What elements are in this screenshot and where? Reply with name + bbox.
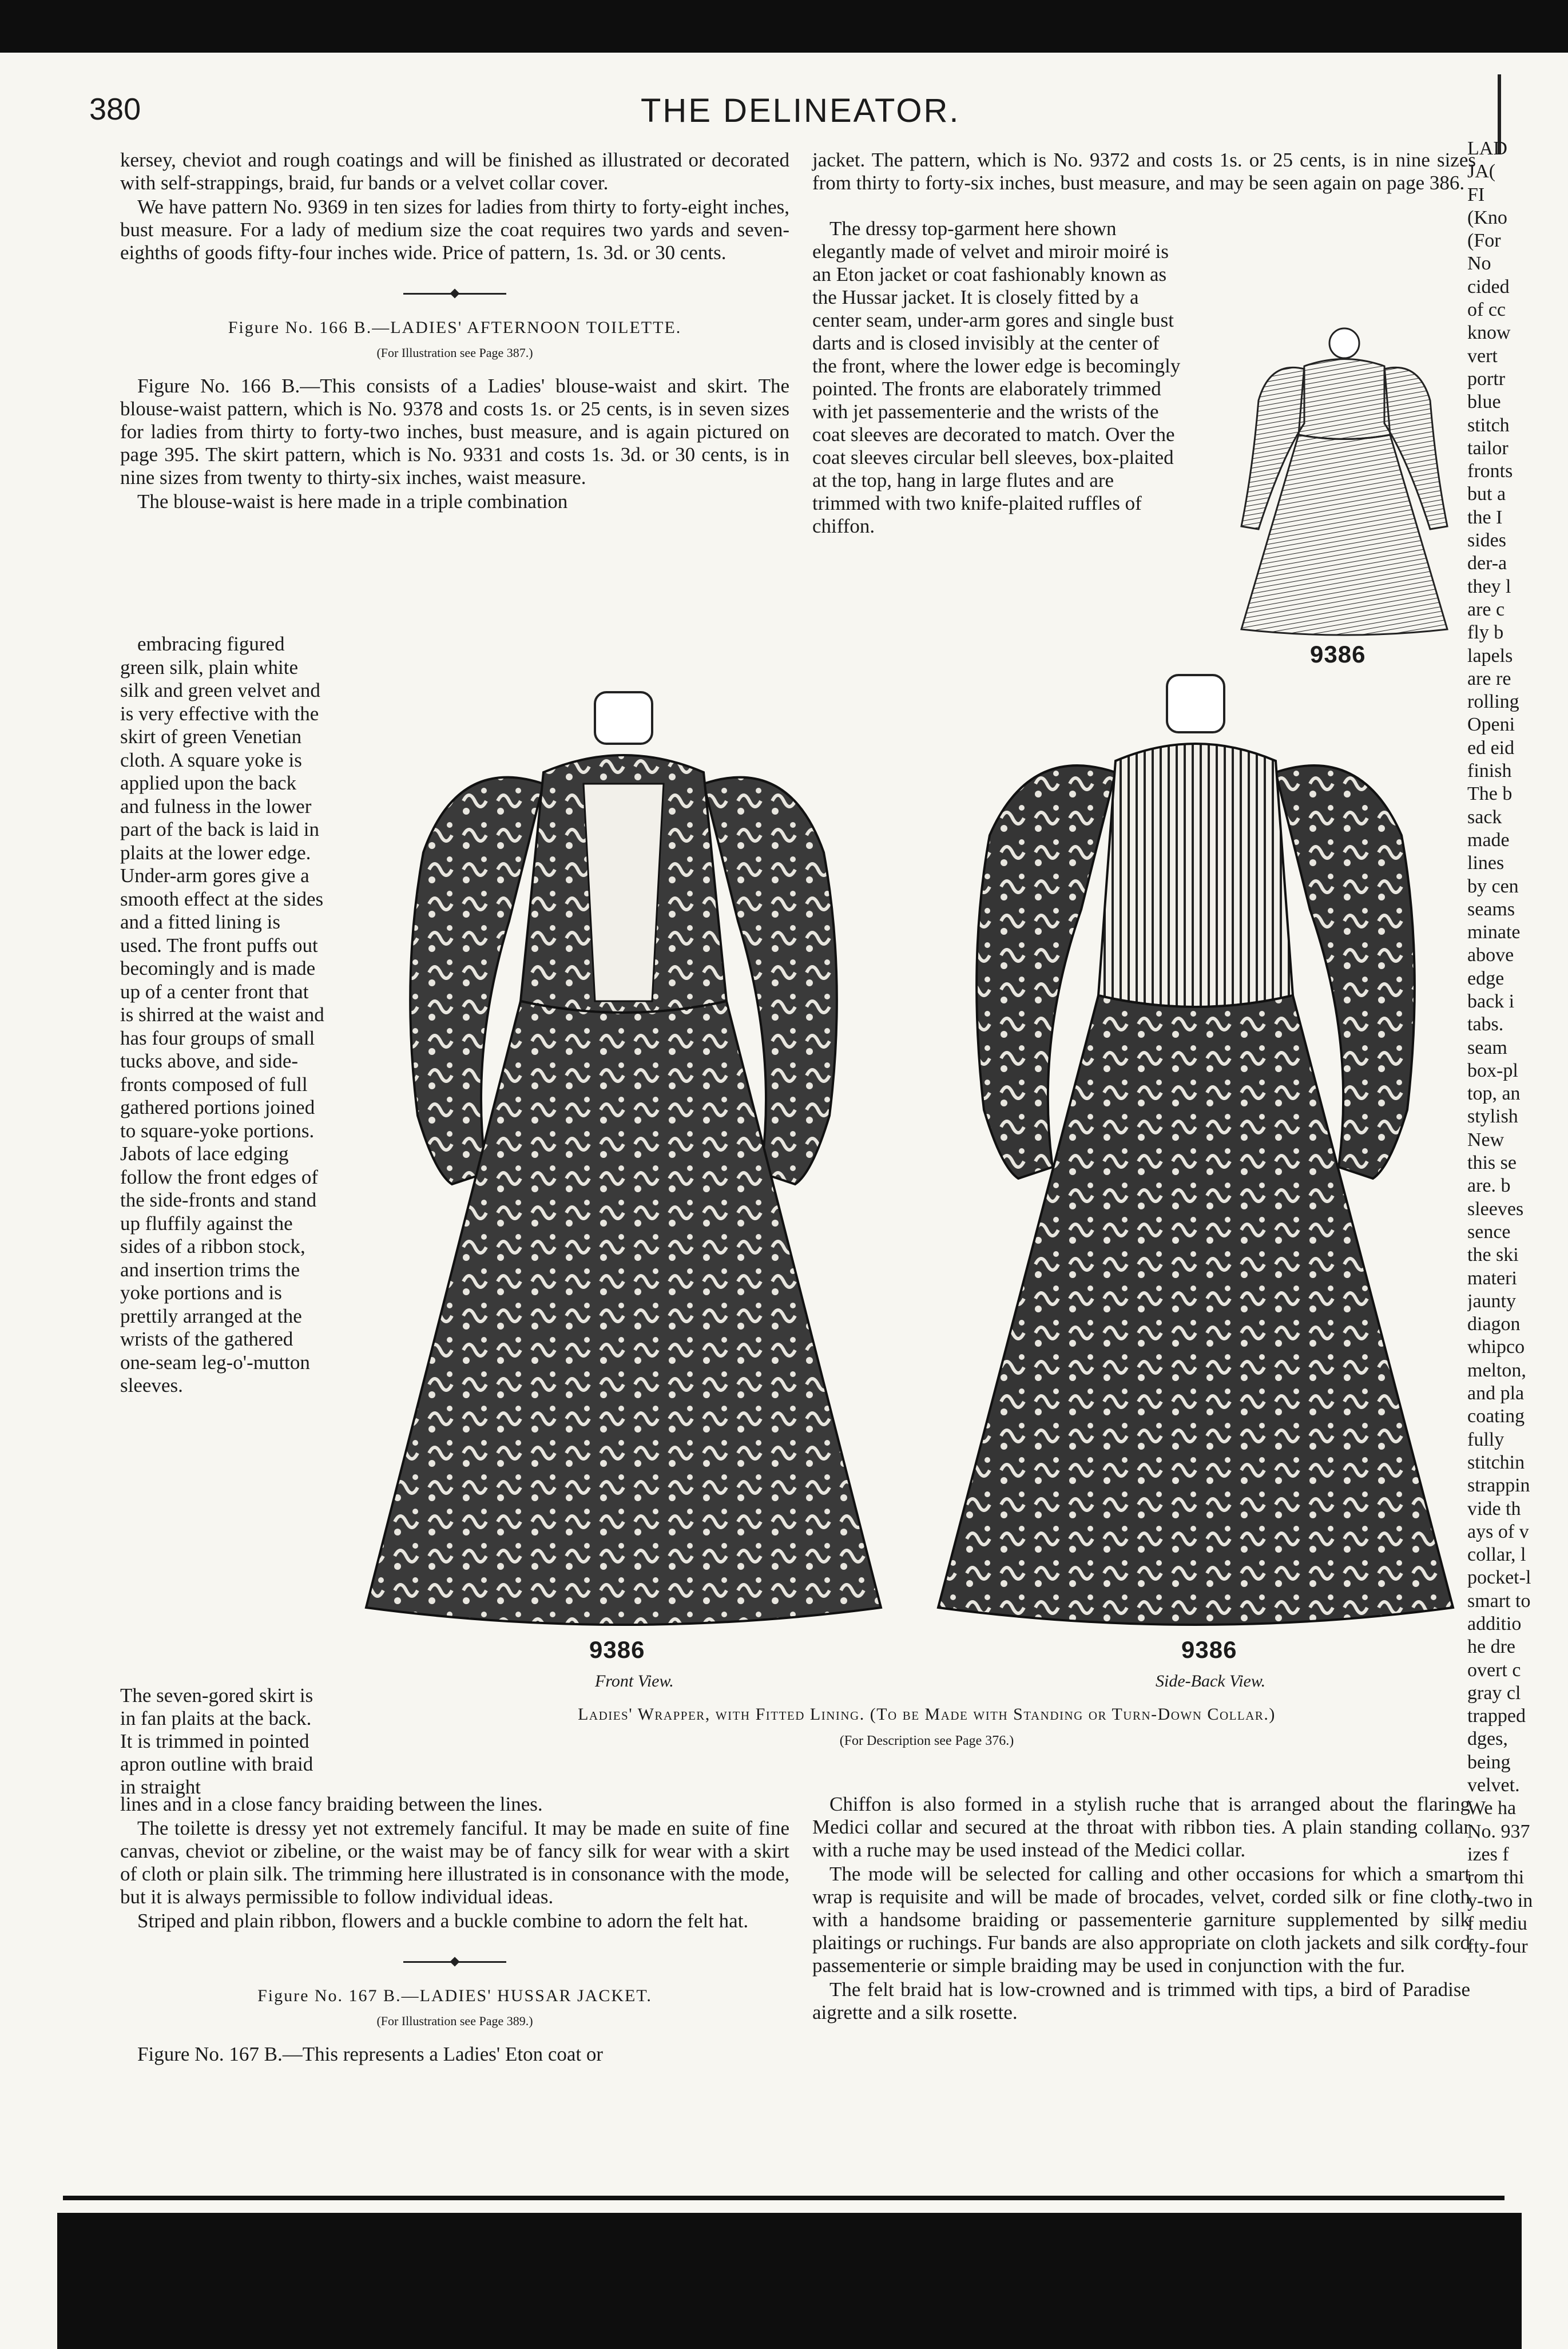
edge-fragment: fronts <box>1467 461 1513 482</box>
edge-fragment: he dre <box>1467 1636 1516 1658</box>
edge-fragment: made <box>1467 829 1510 851</box>
edge-fragment: lapels <box>1467 645 1513 666</box>
edge-fragment: dges, <box>1467 1728 1508 1750</box>
edge-fragment: JA( <box>1467 161 1496 182</box>
paragraph: The dressy top-garment here shown elegantly made of velvet and miroir moiré is an Eton jacket or coat fashionably known as the Hussar jacket. It is closely fitted by a center seam, under-arm gores and single bust darts and is closed invisibly at the center of the front, where the lower edge is becomingly pointed. The fronts are elaborately trimmed with jet passementerie and the wrists of the coat sleeves are decorated to match. Over the coat sleeves circular bell sleeves, box-plaited at the top, hang in large flutes and are trimmed with two knife-plaited ruffles of chiffon. <box>812 217 1181 537</box>
edge-fragment: whipco <box>1467 1336 1525 1358</box>
edge-fragment: velvet. <box>1467 1775 1520 1796</box>
top-scan-border <box>0 0 1568 53</box>
side-back-view-illustration <box>927 664 1464 1630</box>
paragraph: The toilette is dressy yet not extremely fanciful. It may be made en suite of fine canvas, cheviot or zibeline, or the waist may be of fancy silk for wear with a skirt of cloth or plain silk. The trimming here illustrated is in consonance with the mode, but it is always permissible to follow individual ideas. <box>120 1817 789 1908</box>
edge-fragment: izes f <box>1467 1843 1509 1865</box>
edge-fragment: additio <box>1467 1613 1522 1634</box>
running-head: THE DELINEATOR. <box>641 92 960 129</box>
edge-fragment: (Kno <box>1467 207 1507 228</box>
edge-fragment: fty-four <box>1467 1936 1528 1958</box>
edge-fragment: top, an <box>1467 1083 1521 1105</box>
edge-fragment: fully <box>1467 1429 1505 1450</box>
figure-167-heading: Figure No. 167 B.—LADIES' HUSSAR JACKET. <box>257 1986 652 2005</box>
edge-fragment: strappin <box>1467 1475 1530 1497</box>
edge-fragment: of cc <box>1467 299 1506 321</box>
left-column-top <box>120 149 789 514</box>
edge-fragment: No <box>1467 253 1491 275</box>
paragraph: The mode will be selected for calling and other occasions for which a smart wrap is requisite and will be made of brocades, velvet, corded silk or fine cloth with a handsome braiding or passementerie garniture supplemented by silk plaitings or ruchings. Fur bands are also appropriate on cloth jackets and silk cord passementerie or simple braiding may be used in conjunction with the fur. <box>812 1863 1470 1977</box>
edge-fragment: ed eid <box>1467 737 1515 759</box>
small-figure-number: 9386 <box>1310 641 1366 668</box>
edge-fragment: being <box>1467 1751 1511 1773</box>
edge-fragment: The b <box>1467 783 1513 805</box>
left-narrow-column-bottom <box>120 1684 326 1799</box>
illustration-caption: Ladies' Wrapper, with Fitted Lining. (To be Made with Standing or Turn-Down Collar.) <box>578 1705 1276 1724</box>
paragraph: Chiffon is also formed in a stylish ruche that is arranged about the flaring Medici collar and secured at the throat with ribbon ties. A plain standing collar with a ruche may be used instead of the Medici collar. <box>812 1793 1470 1861</box>
edge-fragment: coating <box>1467 1406 1525 1427</box>
edge-fragment: vide th <box>1467 1498 1521 1519</box>
edge-fragment: finish <box>1467 760 1512 782</box>
left-column-bottom <box>120 1793 789 2067</box>
edge-fragment: are c <box>1467 598 1505 620</box>
bottom-scan-border <box>57 2213 1522 2349</box>
paragraph: jacket. The pattern, which is No. 9372 and costs 1s. or 25 cents, is in nine sizes from thirty to forty-six inches, bust measure, and may be seen again on page 386. <box>812 149 1476 194</box>
edge-fragment: they l <box>1467 576 1511 597</box>
right-column-top <box>812 149 1476 196</box>
page-number: 380 <box>89 92 141 126</box>
edge-fragment: y-two in <box>1467 1890 1533 1911</box>
edge-fragment: overt c <box>1467 1659 1521 1681</box>
illustration-caption-reference: (For Description see Page 376.) <box>839 1733 1014 1748</box>
edge-fragment: tabs. <box>1467 1014 1504 1035</box>
edge-fragment: seam <box>1467 1037 1507 1058</box>
edge-fragment: tailor <box>1467 437 1509 459</box>
edge-fragment: above <box>1467 945 1514 966</box>
edge-fragment: smart to <box>1467 1590 1531 1612</box>
edge-fragment: ays of v <box>1467 1521 1529 1542</box>
edge-fragment: by cen <box>1467 875 1519 897</box>
edge-fragment: der-a <box>1467 553 1507 574</box>
edge-fragment: edge <box>1467 967 1505 989</box>
bottom-rule <box>63 2196 1505 2200</box>
edge-fragment: the I <box>1467 506 1503 528</box>
paragraph: kersey, cheviot and rough coatings and will be finished as illustrated or decorated with self-strappings, braid, fur bands or a velvet collar cover. <box>120 149 789 194</box>
adjacent-page-fragments <box>1467 137 1536 1958</box>
side-back-view-label: Side-Back View. <box>1156 1672 1266 1691</box>
paragraph: Figure No. 167 B.—This represents a Ladies' Eton coat or <box>137 2043 604 2065</box>
figure-166-heading: Figure No. 166 B.—LADIES' AFTERNOON TOILETTE. <box>228 318 682 337</box>
edge-fragment: rolling <box>1467 691 1519 713</box>
edge-fragment: stitch <box>1467 414 1510 436</box>
edge-fragment: lines <box>1467 852 1505 874</box>
edge-fragment: box-pl <box>1467 1060 1518 1081</box>
edge-fragment: collar, l <box>1467 1544 1526 1566</box>
edge-fragment: We ha <box>1467 1798 1517 1819</box>
edge-fragment: sleeves <box>1467 1198 1524 1220</box>
edge-fragment: portr <box>1467 368 1506 390</box>
edge-fragment: back i <box>1467 990 1515 1012</box>
edge-fragment: fly b <box>1467 622 1504 644</box>
front-view-illustration <box>355 681 892 1630</box>
edge-fragment: f mediu <box>1467 1912 1527 1934</box>
edge-fragment: but a <box>1467 483 1506 505</box>
edge-fragment: blue <box>1467 391 1501 413</box>
edge-fragment: FI <box>1467 184 1485 205</box>
edge-fragment: vert <box>1467 345 1498 367</box>
edge-fragment: (For <box>1467 230 1501 252</box>
right-column-bottom <box>812 1793 1470 2025</box>
edge-fragment: melton, <box>1467 1359 1526 1381</box>
front-view-label: Front View. <box>595 1672 674 1691</box>
edge-fragment: know <box>1467 322 1511 344</box>
edge-fragment: rom thi <box>1467 1867 1525 1888</box>
edge-fragment: minate <box>1467 922 1521 943</box>
edge-fragment: diagon <box>1467 1314 1521 1335</box>
edge-fragment: New <box>1467 1129 1505 1150</box>
edge-fragment: materi <box>1467 1267 1517 1289</box>
edge-fragment: sence <box>1467 1221 1511 1243</box>
right-narrow-column <box>812 217 1184 539</box>
edge-fragment: cided <box>1467 276 1510 297</box>
edge-fragment: stylish <box>1467 1106 1518 1128</box>
edge-fragment: Openi <box>1467 714 1515 736</box>
edge-fragment: the ski <box>1467 1244 1519 1266</box>
edge-fragment: pocket-l <box>1467 1567 1531 1589</box>
figure-166-reference: (For Illustration see Page 387.) <box>376 346 533 360</box>
paragraph: Striped and plain ribbon, flowers and a buckle combine to adorn the felt hat. <box>137 1910 749 1932</box>
paragraph: lines and in a close fancy braiding between the lines. <box>120 1793 543 1815</box>
edge-fragment: and pla <box>1467 1383 1525 1404</box>
edge-fragment: sack <box>1467 806 1502 828</box>
edge-fragment: are re <box>1467 668 1511 689</box>
edge-fragment: this se <box>1467 1152 1517 1174</box>
paragraph: The blouse-waist is here made in a triple combination <box>137 490 568 513</box>
paragraph: The seven-gored skirt is in fan plaits at the back. It is trimmed in pointed apron outline with braid in straight <box>120 1684 313 1798</box>
paragraph: The felt braid hat is low-crowned and is trimmed with tips, a bird of Paradise aigrette and a silk rosette. <box>812 1978 1470 2023</box>
edge-fragment: sides <box>1467 530 1506 551</box>
edge-fragment: are. b <box>1467 1175 1511 1197</box>
paragraph: embracing figured green silk, plain white silk and green velvet and is very effective with the skirt of green Venetian cloth. A square yoke is applied upon the back and fulness in the lower part of the back is laid in plaits at the lower edge. Under-arm gores give a smooth effect at the sides and a fitted lining is used. The front puffs out becomingly and is made up of a center front that is shirred at the waist and has four groups of small tucks above, and side-fronts composed of full gathered portions joined to square-yoke portions. Jabots of lace edging follow the front edges of the side-fronts and stand up fluffily against the sides of a ribbon stock, and insertion trims the yoke portions and is prettily arranged at the wrists of the gathered one-seam leg-o'-mutton sleeves. <box>120 633 324 1396</box>
paragraph: We have pattern No. 9369 in ten sizes for ladies from thirty to forty-eight inches, bust measure. For a lady of medium size the coat requires two yards and seven-eighths of goods fifty-four inches wide. Price of pattern, 1s. 3d. or 30 cents. <box>120 196 789 264</box>
figure-167-reference: (For Illustration see Page 389.) <box>376 2014 533 2028</box>
left-narrow-column <box>120 633 326 1398</box>
edge-fragment: trapped <box>1467 1705 1526 1727</box>
edge-fragment: LAD <box>1467 138 1507 159</box>
section-divider <box>403 293 506 295</box>
side-back-figure-number: 9386 <box>1181 1636 1237 1663</box>
paragraph: Figure No. 166 B.—This consists of a Ladies' blouse-waist and skirt. The blouse-waist pattern, which is No. 9378 and costs 1s. or 25 cents, is in seven sizes for ladies from thirty to forty-two inches, bust measure, and is again pictured on page 395. The skirt pattern, which is No. 9331 and costs 1s. 3d. or 30 cents, is in nine sizes from twenty to thirty-six inches, waist measure. <box>120 375 789 489</box>
edge-fragment: jaunty <box>1467 1290 1516 1312</box>
edge-fragment: seams <box>1467 898 1515 920</box>
front-figure-number: 9386 <box>589 1636 645 1663</box>
edge-fragment: stitchin <box>1467 1451 1525 1473</box>
section-divider <box>403 1961 506 1963</box>
small-wrapper-illustration <box>1218 320 1470 641</box>
edge-fragment: gray cl <box>1467 1682 1521 1704</box>
edge-fragment: No. 937 <box>1467 1820 1530 1842</box>
